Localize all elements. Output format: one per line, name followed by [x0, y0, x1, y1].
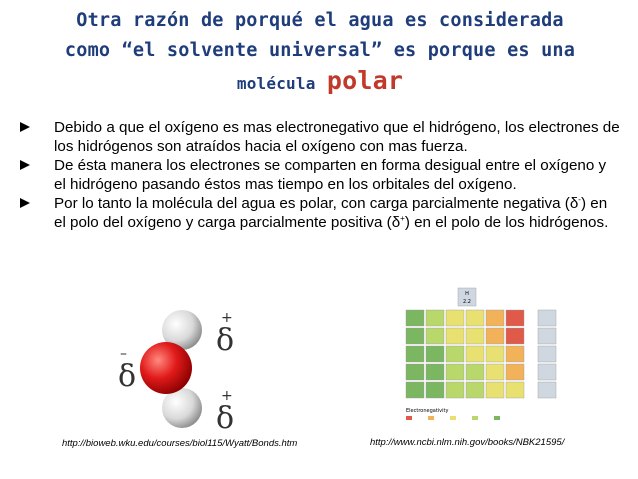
periodic-cell [486, 346, 504, 362]
periodic-cell [446, 346, 464, 362]
title-polar: polar [326, 66, 404, 95]
delta-plus-bottom-symbol: δ [216, 401, 235, 436]
periodic-cell [446, 310, 464, 326]
legend-swatch [406, 416, 412, 420]
periodic-cell [538, 364, 556, 380]
delta-plus-top-symbol: δ [216, 323, 235, 358]
periodic-cell [486, 382, 504, 398]
periodic-cell [446, 364, 464, 380]
periodic-cell [486, 364, 504, 380]
title-line-1: Otra razón de porqué el agua es considerada [76, 10, 564, 31]
source-link-ncbi[interactable]: http://www.ncbi.nlm.nih.gov/books/NBK21595/ [370, 437, 565, 448]
bullet-list [20, 118, 620, 232]
periodic-cell [406, 346, 424, 362]
periodic-table-cells [406, 310, 556, 398]
electronegativity-legend-title: Electronegativity [406, 408, 449, 414]
periodic-cell [506, 346, 524, 362]
legend-swatch [450, 416, 456, 420]
plus-sign-bottom: + [221, 388, 233, 404]
periodic-cell [538, 328, 556, 344]
legend-swatch [472, 416, 478, 420]
periodic-cell [538, 382, 556, 398]
periodic-cell [466, 346, 484, 362]
h-cell-label: H [465, 291, 469, 297]
periodic-cell [466, 328, 484, 344]
title-line-2: como “el solvente universal” es porque es una [64, 40, 576, 61]
minus-sign: – [120, 346, 127, 362]
periodic-cell [426, 328, 444, 344]
periodic-cell [426, 346, 444, 362]
periodic-cell [426, 364, 444, 380]
bullet-text-2: De ésta manera los electrones se comparten en forma desigual entre el oxígeno y el hidrógeno pasando éstos mas tiempo en los orbitales del oxígeno. [54, 157, 607, 193]
periodic-cell [426, 382, 444, 398]
bullet-arrow-icon [20, 160, 31, 171]
bullet-item-2 [20, 156, 620, 194]
h-cell-value: 2.2 [463, 299, 471, 305]
bullet-arrow-icon [20, 198, 31, 209]
periodic-cell [426, 310, 444, 326]
periodic-cell [506, 310, 524, 326]
legend-swatch [494, 416, 500, 420]
periodic-cell [406, 328, 424, 344]
title-molecula: molécula [236, 74, 316, 93]
periodic-cell [466, 310, 484, 326]
bullet-text-3c: ) en el polo de los hidrógenos. [404, 214, 609, 231]
bullet-arrow-icon [20, 122, 31, 133]
bullet-item-3 [20, 194, 620, 232]
delta-minus-symbol: δ [118, 359, 137, 394]
periodic-cell [406, 364, 424, 380]
periodic-cell [538, 346, 556, 362]
periodic-cell [406, 382, 424, 398]
water-molecule-image [118, 300, 268, 440]
periodic-cell [506, 364, 524, 380]
periodic-cell [486, 310, 504, 326]
source-link-bioweb[interactable]: http://bioweb.wku.edu/courses/biol115/Wyatt/Bonds.htm [62, 438, 298, 449]
periodic-cell [406, 310, 424, 326]
electronegativity-legend [406, 416, 500, 420]
periodic-cell [506, 328, 524, 344]
legend-swatch [428, 416, 434, 420]
periodic-cell [466, 364, 484, 380]
title-line-3 [40, 66, 600, 99]
delta-minus-sup: - [578, 194, 581, 204]
periodic-cell [538, 310, 556, 326]
periodic-cell [446, 382, 464, 398]
bullet-item-1 [20, 118, 620, 156]
periodic-table-image [400, 284, 572, 426]
periodic-cell [446, 328, 464, 344]
periodic-cell [506, 382, 524, 398]
delta-plus-sup: + [400, 213, 405, 223]
bullet-text-3b: ) en el polo del oxígeno y carga parcialmente positiva (δ [54, 195, 608, 231]
slide-title [40, 6, 600, 99]
plus-sign-top: + [221, 310, 233, 326]
bullet-text-3a: Por lo tanto la molécula del agua es polar, con carga parcialmente negativa (δ [54, 195, 579, 212]
oxygen-atom [140, 342, 192, 394]
periodic-cell [466, 382, 484, 398]
hydrogen-atom-bottom [162, 388, 202, 428]
periodic-cell [486, 328, 504, 344]
bullet-text-1: Debido a que el oxígeno es mas electronegativo que el hidrógeno, los electrones de los hidrógenos son atraídos hacia el oxígeno con mas fuerza. [54, 119, 620, 155]
